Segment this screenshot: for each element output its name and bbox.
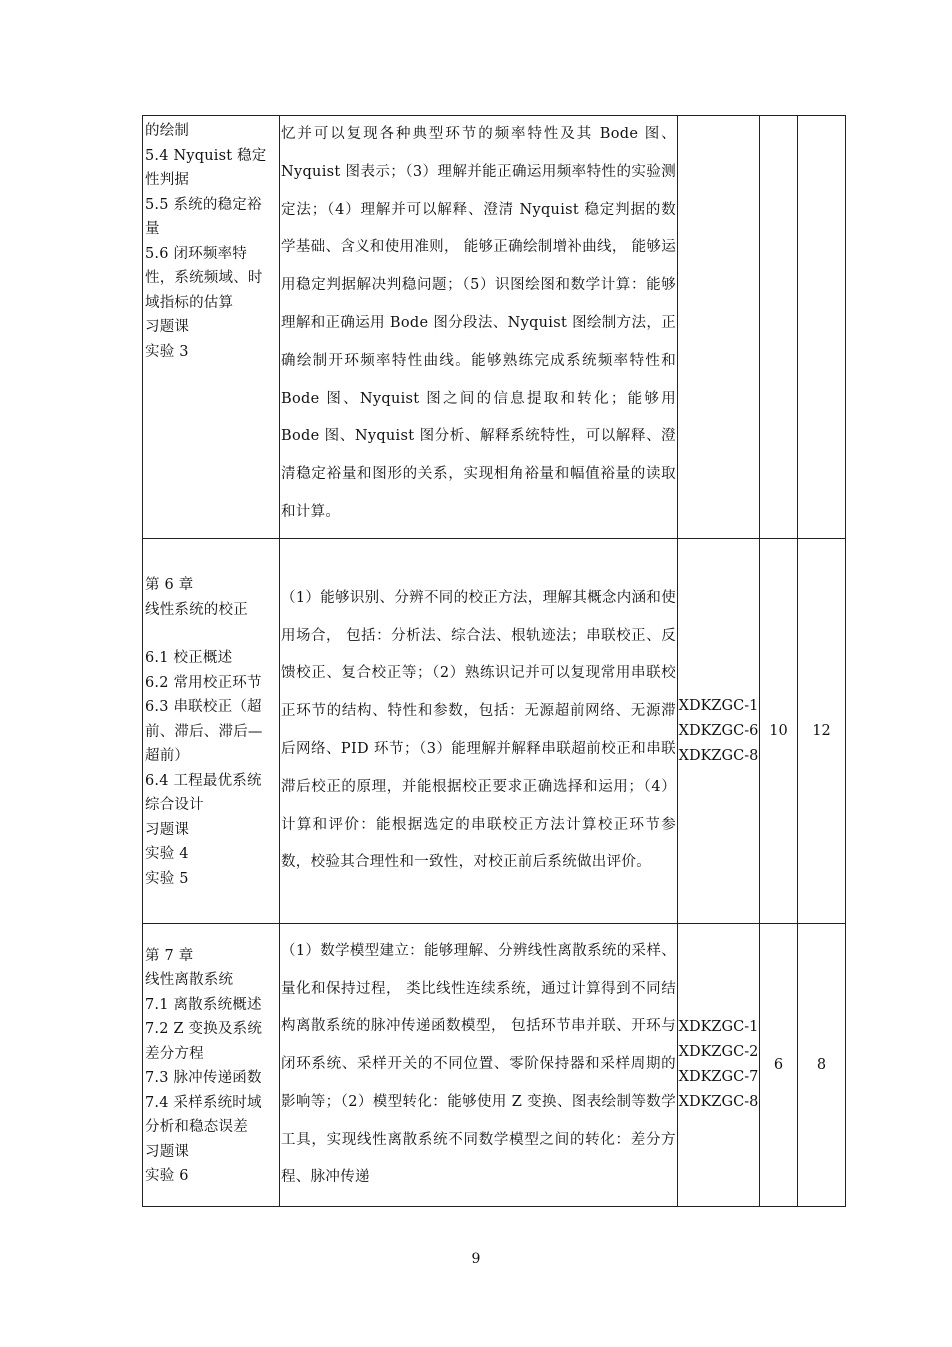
indicator-code: XDKZGC-8 <box>678 1094 759 1110</box>
chapter-line: 量 <box>145 221 160 237</box>
chapter-line: 5.5 系统的稳定裕 <box>145 196 262 213</box>
indicator-codes-cell <box>678 924 760 1207</box>
chapter-line: 前、滞后、滞后— <box>145 723 263 740</box>
indicator-codes-cell <box>678 539 760 924</box>
chapter-line: 第 6 章 <box>145 577 194 593</box>
chapter-line: 5.6 闭环频率特 <box>145 245 247 262</box>
chapter-line: 6.4 工程最优系统 <box>145 772 262 789</box>
chapter-line: 5.4 Nyquist 稳定 <box>145 147 267 164</box>
hours-cell <box>760 116 798 539</box>
chapter-line: 的绘制 <box>145 123 190 139</box>
chapter-line: 6.3 串联校正（超 <box>145 699 262 715</box>
course-content-table <box>142 115 846 1207</box>
chapter-line: 超前） <box>145 748 190 764</box>
hours-cell: 10 <box>760 539 798 924</box>
indicator-code: XDKZGC-7 <box>678 1069 759 1085</box>
chapter-line: 性判据 <box>145 172 190 188</box>
chapter-line: 7.1 离散系统概述 <box>145 996 262 1013</box>
hours-cell: 12 <box>798 539 846 924</box>
chapter-line: 6.1 校正概述 <box>145 650 233 666</box>
objective-description: 忆并可以复现各种典型环节的频率特性及其 Bode 图、Nyquist 图表示；（3）理解并能正确运用频率特性的实验测定法；（4）理解并可以解释、澄清 Nyquist 稳定判据的数学基础、含义和使用准则， 能够正确绘制增补曲线， 能够运用稳定判据解决判稳问题；（5）识图绘图和数学计算：能够理解和正确运用 Bode 图分段法、Nyquist 图绘制方法，正确绘制开环频率特性曲线。能够熟练完成系统频率特性和 Bode 图、Nyquist 图之间的信息提取和转化；能够用 Bode 图、Nyquist 图分析、解释系统特性，可以解释、澄清稳定裕量和图形的关系，实现相角裕量和幅值裕量的读取和计算。 <box>280 116 678 539</box>
chapter-line: 实验 6 <box>145 1168 189 1184</box>
indicator-code: XDKZGC-1 <box>678 697 759 714</box>
table-row <box>143 924 846 1207</box>
chapter-line: 实验 5 <box>145 870 189 887</box>
chapter-line: 综合设计 <box>145 797 204 813</box>
chapter-line: 7.3 脉冲传递函数 <box>145 1070 262 1086</box>
chapter-line: 线性系统的校正 <box>145 601 248 618</box>
indicator-code: XDKZGC-6 <box>678 722 759 739</box>
indicator-code: XDKZGC-2 <box>678 1044 759 1060</box>
indicator-codes-cell <box>678 116 760 539</box>
chapter-line: 6.2 常用校正环节 <box>145 674 262 691</box>
indicator-code: XDKZGC-8 <box>678 747 759 764</box>
hours-cell: 8 <box>798 924 846 1207</box>
page-number: 9 <box>471 1251 481 1267</box>
chapter-line: 习题课 <box>145 1143 190 1160</box>
objective-description: （1）数学模型建立：能够理解、分辨线性离散系统的采样、量化和保持过程， 类比线性连续系统，通过计算得到不同结构离散系统的脉冲传递函数模型， 包括环节串并联、开环与闭环系统、采样开关的不同位置、零阶保持器和采样周期的影响等；（2）模型转化：能够使用 Z 变换、图表绘制等数学工具，实现线性离散系统不同数学模型之间的转化：差分方程、脉冲传递 <box>280 924 678 1207</box>
indicator-code: XDKZGC-1 <box>678 1019 759 1035</box>
hours-cell <box>798 116 846 539</box>
chapter-cell <box>143 924 280 1207</box>
chapter-line: 7.2 Z 变换及系统 <box>145 1021 263 1037</box>
table-row <box>143 116 846 539</box>
chapter-line: 7.4 采样系统时域 <box>145 1094 262 1111</box>
chapter-line: 域指标的估算 <box>145 294 234 311</box>
chapter-line: 差分方程 <box>145 1045 204 1062</box>
chapter-line: 实验 4 <box>145 846 189 862</box>
chapter-line: 第 7 章 <box>145 947 194 964</box>
chapter-line-blank <box>145 622 279 646</box>
chapter-line: 习题课 <box>145 319 190 335</box>
chapter-line: 线性离散系统 <box>145 972 234 988</box>
table-row <box>143 539 846 924</box>
objective-description: （1）能够识别、分辨不同的校正方法，理解其概念内涵和使用场合， 包括：分析法、综合法、根轨迹法；串联校正、反馈校正、复合校正等；（2）熟练识记并可以复现常用串联校正环节的结构、特性和参数，包括：无源超前网络、无源滞后网络、PID 环节；（3）能理解并解释串联超前校正和串联滞后校正的原理，并能根据校正要求正确选择和运用；（4）计算和评价：能根据选定的串联校正方法计算校正环节参数，校验其合理性和一致性，对校正前后系统做出评价。 <box>280 539 678 924</box>
chapter-cell <box>143 116 280 539</box>
hours-cell: 6 <box>760 924 798 1207</box>
chapter-line: 习题课 <box>145 821 190 838</box>
chapter-line: 分析和稳态误差 <box>145 1119 248 1135</box>
chapter-cell <box>143 539 280 924</box>
chapter-line: 性，系统频域、时 <box>145 270 263 286</box>
chapter-line: 实验 3 <box>145 343 189 360</box>
